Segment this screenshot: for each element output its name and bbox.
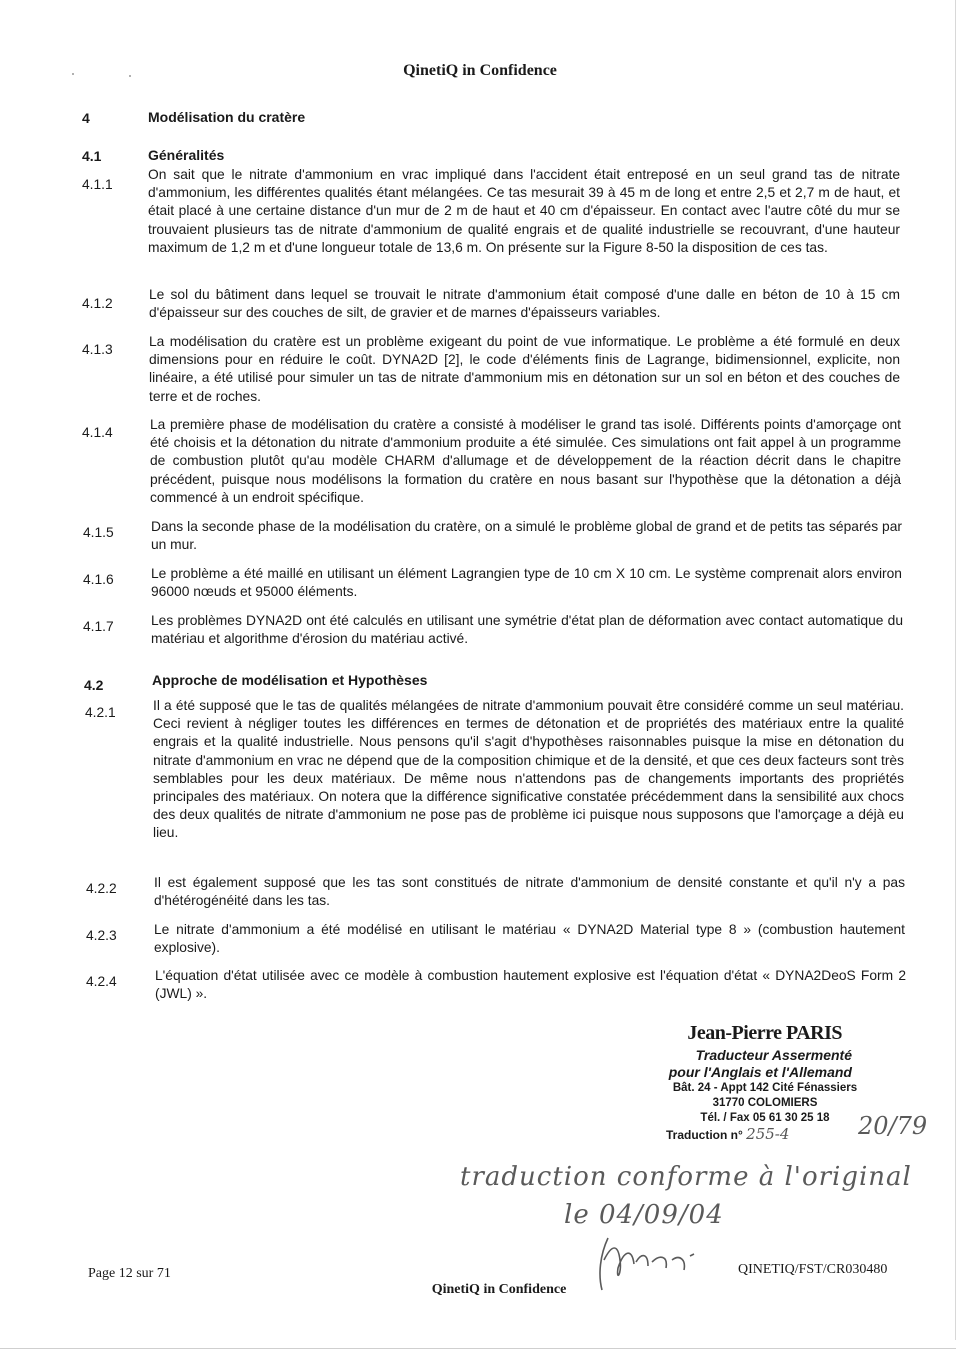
- handwritten-page-count: 20/79: [858, 1112, 928, 1140]
- paragraph: Les problèmes DYNA2D ont été calculés en utilisant une symétrie d'état plan de déformation avec contact automatique du matériau et algorithme d'érosion du matériau activé.: [151, 613, 903, 647]
- paragraph: La modélisation du cratère est un problème exigeant du point de vue informatique. Le problème a été formulé en deux dimensions pour en réduire le coût. DYNA2D [2], le code d'éléments finis de Lagrange, bidimensionnel, explicite, non linéaire, a été utilisé pour simuler un tas de nitrate d'ammonium mis en détonation sur un sol en béton et des couches de terre et de roches.: [149, 334, 900, 404]
- page-edge: [0, 1348, 956, 1349]
- paragraph: L'équation d'état utilisée avec ce modèle à combustion hautement explosive est l'équation d'état « DYNA2DeoS Form 2 (JWL) ».: [155, 968, 906, 1002]
- subsection-title: Généralités: [148, 147, 225, 163]
- page-header: QinetiQ in Confidence: [403, 62, 557, 79]
- paragraph: La première phase de modélisation du cratère a consisté à modéliser le grand tas isolé. Différents points d'amorçage ont été choisis et la détonation du nitrate d'ammonium produite a été simulée. Ces simulations ont fait appel à un programme de combustion plutôt qu'au modèle CHARM d'allumage et de développement de la réaction décrit dans le chapitre précédent, puisque nous modélisons la formation du cratère en nous basant sur l'hypothèse que la détonation a déjà commencé à un endroit spécifique.: [150, 417, 901, 505]
- paragraph: Il a été supposé que le tas de qualités mélangées de nitrate d'ammonium pouvait être considéré comme un seul matériau. Ceci revient à négliger toutes les différences en termes de détonation et de propriétés des matériaux entre la qualité engrais et la qualité industrielle. Nous pensons qu'il s'agit d'hypothèses raisonnables puisque la mise en détonation du nitrate d'ammonium en vrac ne dépend que de la composition chimique et de la densité, et que ces deux facteurs sont très semblables pour les deux matériaux. De même nous n'attendons pas de changements importants des propriétés principales des matériaux. On notera que la différence significative constatée précédemment dans la sensibilité aux chocs des deux qualités de nitrate d'ammonium ne pose pas de problème ici puisque nous supposons que l'amorçage a déjà eu lieu.: [153, 698, 904, 841]
- document-reference: QINETIQ/FST/CR030480: [738, 1262, 888, 1277]
- translator-name: Jean-Pierre PARIS: [687, 1022, 842, 1044]
- translator-languages: pour l'Anglais et l'Allemand: [668, 1064, 852, 1080]
- paragraph-number: 4.1.5: [83, 525, 114, 540]
- paragraph-number: 4.1.1: [82, 177, 113, 192]
- page-number: Page 12 sur 71: [88, 1266, 171, 1281]
- translator-phone: Tél. / Fax 05 61 30 25 18: [700, 1112, 830, 1124]
- paragraph-number: 4.1.7: [83, 619, 114, 634]
- page-edge: [955, 0, 956, 1340]
- subsection-number: 4.2: [84, 677, 104, 693]
- translation-number-line: [640, 1126, 870, 1143]
- paragraph-number: 4.2.1: [85, 705, 116, 720]
- paragraph-number: 4.2.4: [86, 974, 117, 989]
- page-footer: QinetiQ in Confidence: [431, 1282, 567, 1297]
- translator-title: Traducteur Assermenté: [695, 1047, 852, 1063]
- paragraph: Le sol du bâtiment dans lequel se trouvait le nitrate d'ammonium était composé d'une dalle en béton de 10 à 15 cm d'épaisseur sur des couches de silt, de gravier et de marnes d'épaisseurs variables.: [149, 287, 900, 321]
- paragraph: Le nitrate d'ammonium a été modélisé en utilisant le matériau « DYNA2D Material type 8 » (combustion hautement explosive).: [154, 922, 905, 956]
- translation-number-handwritten: 255-4: [746, 1125, 790, 1143]
- paragraph-number: 4.1.4: [82, 425, 113, 440]
- translator-city: 31770 COLOMIERS: [712, 1097, 818, 1109]
- subsection-number: 4.1: [82, 148, 102, 164]
- paragraph: On sait que le nitrate d'ammonium en vrac impliqué dans l'accident était entreposé en un seul grand tas de nitrate d'ammonium, les différentes qualités étant mélangées. Ce tas mesurait 39 à 45 m de long et entre 2,5 et 2,7 m de haut, et était placé à une certaine distance d'un mur de 2 m de haut et 40 cm d'épaisseur. En contact avec l'autre côté du mur se trouvaient plusieurs tas de nitrate d'ammonium de qualité engrais et de qualité industrielle se recouvrant, d'une hauteur maximum de 1,2 m et d'une longueur totale de 13,6 m. On présente sur la Figure 8-50 la disposition de ces tas.: [148, 167, 900, 255]
- paragraph: Il est également supposé que les tas sont constitués de nitrate d'ammonium de densité constante et qu'il n'y a pas d'hétérogénéité dans les tas.: [154, 875, 905, 909]
- subsection-title: Approche de modélisation et Hypothèses: [152, 672, 428, 688]
- translator-address: Bât. 24 - Appt 142 Cité Fénassiers: [672, 1082, 858, 1094]
- handwritten-date: le 04/09/04: [564, 1200, 724, 1230]
- translator-stamp: [640, 1022, 870, 1143]
- paragraph-number: 4.2.3: [86, 928, 117, 943]
- section-number: 4: [82, 110, 90, 126]
- paragraph-number: 4.1.3: [82, 342, 113, 357]
- paragraph-number: 4.1.2: [82, 296, 113, 311]
- paragraph: Dans la seconde phase de la modélisation du cratère, on a simulé le problème global de grand et de petits tas séparés par un mur.: [151, 519, 902, 553]
- handwritten-certification: traduction conforme à l'original: [460, 1162, 912, 1192]
- paragraph: Le problème a été maillé en utilisant un élément Lagrangien type de 10 cm X 10 cm. Le système comprenait alors environ 96000 nœuds et 95000 éléments.: [151, 566, 902, 600]
- paragraph-number: 4.1.6: [83, 572, 114, 587]
- translation-number-label: Traduction n°: [666, 1128, 743, 1142]
- paragraph-number: 4.2.2: [86, 881, 117, 896]
- section-title: Modélisation du cratère: [148, 109, 306, 125]
